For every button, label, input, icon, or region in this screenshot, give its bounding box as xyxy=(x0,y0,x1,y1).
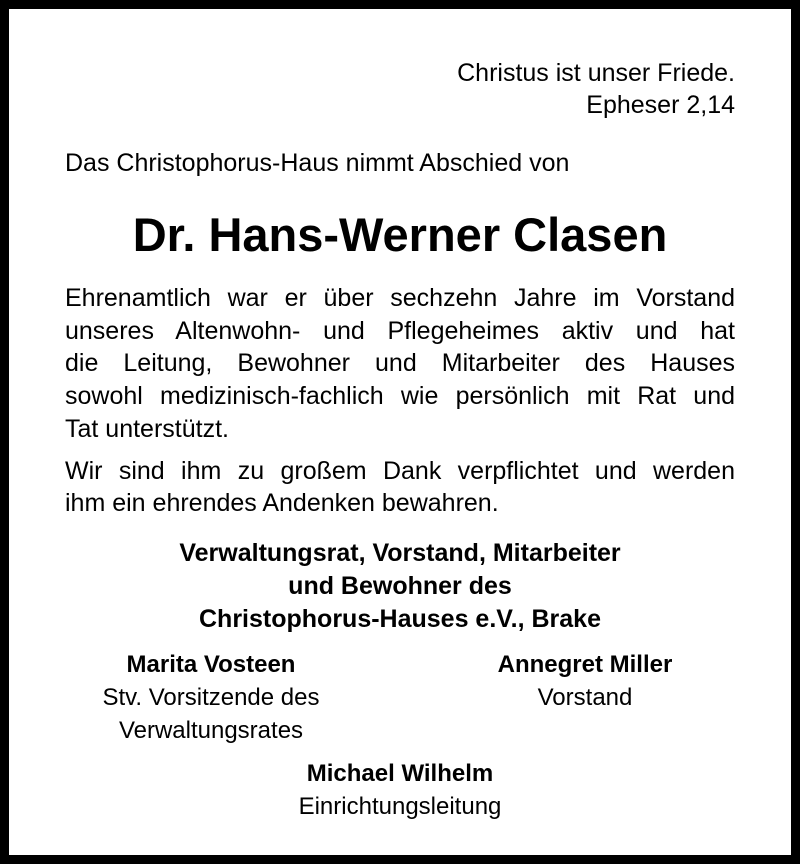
deceased-name: Dr. Hans-Werner Clasen xyxy=(132,208,668,261)
person-name: Marita Vosteen xyxy=(126,651,296,678)
signatories-line: Christophorus-Hauses e.V., Brake xyxy=(199,605,601,633)
paragraph1-line: unseres Altenwohn- und Pflegeheimes aktiv und hat xyxy=(65,317,735,345)
person-name: Michael Wilhelm xyxy=(306,760,494,787)
paragraph2-line: Wir sind ihm zu großem Dank verpflichtet und werden xyxy=(65,457,735,485)
obituary-notice xyxy=(9,9,791,855)
motto-quote: Christus ist unser Friede. xyxy=(457,59,735,87)
paragraph1-line: sowohl medizinisch-fachlich wie persönlich mit Rat und xyxy=(65,382,735,410)
person-marita-vosteen xyxy=(51,648,371,747)
paragraph1-line: Tat unterstützt. xyxy=(65,415,229,443)
person-michael-wilhelm xyxy=(240,757,560,823)
person-role: Verwaltungsrates xyxy=(118,717,304,744)
paragraph1-line: die Leitung, Bewohner und Mitarbeiter des Hauses xyxy=(65,349,735,377)
person-role: Vorstand xyxy=(537,684,633,711)
person-name: Annegret Miller xyxy=(497,651,673,678)
person-annegret-miller xyxy=(425,648,745,714)
signatories-line: und Bewohner des xyxy=(288,572,512,600)
person-role: Stv. Vorsitzende des xyxy=(102,684,320,711)
motto-reference: Epheser 2,14 xyxy=(586,91,735,119)
intro-text: Das Christophorus-Haus nimmt Abschied von xyxy=(65,149,570,177)
paragraph1-line: Ehrenamtlich war er über sechzehn Jahre im Vorstand xyxy=(65,284,735,312)
person-role: Einrichtungsleitung xyxy=(298,793,502,820)
signatories-line: Verwaltungsrat, Vorstand, Mitarbeiter xyxy=(179,539,621,567)
paragraph2-line: ihm ein ehrendes Andenken bewahren. xyxy=(65,489,499,517)
